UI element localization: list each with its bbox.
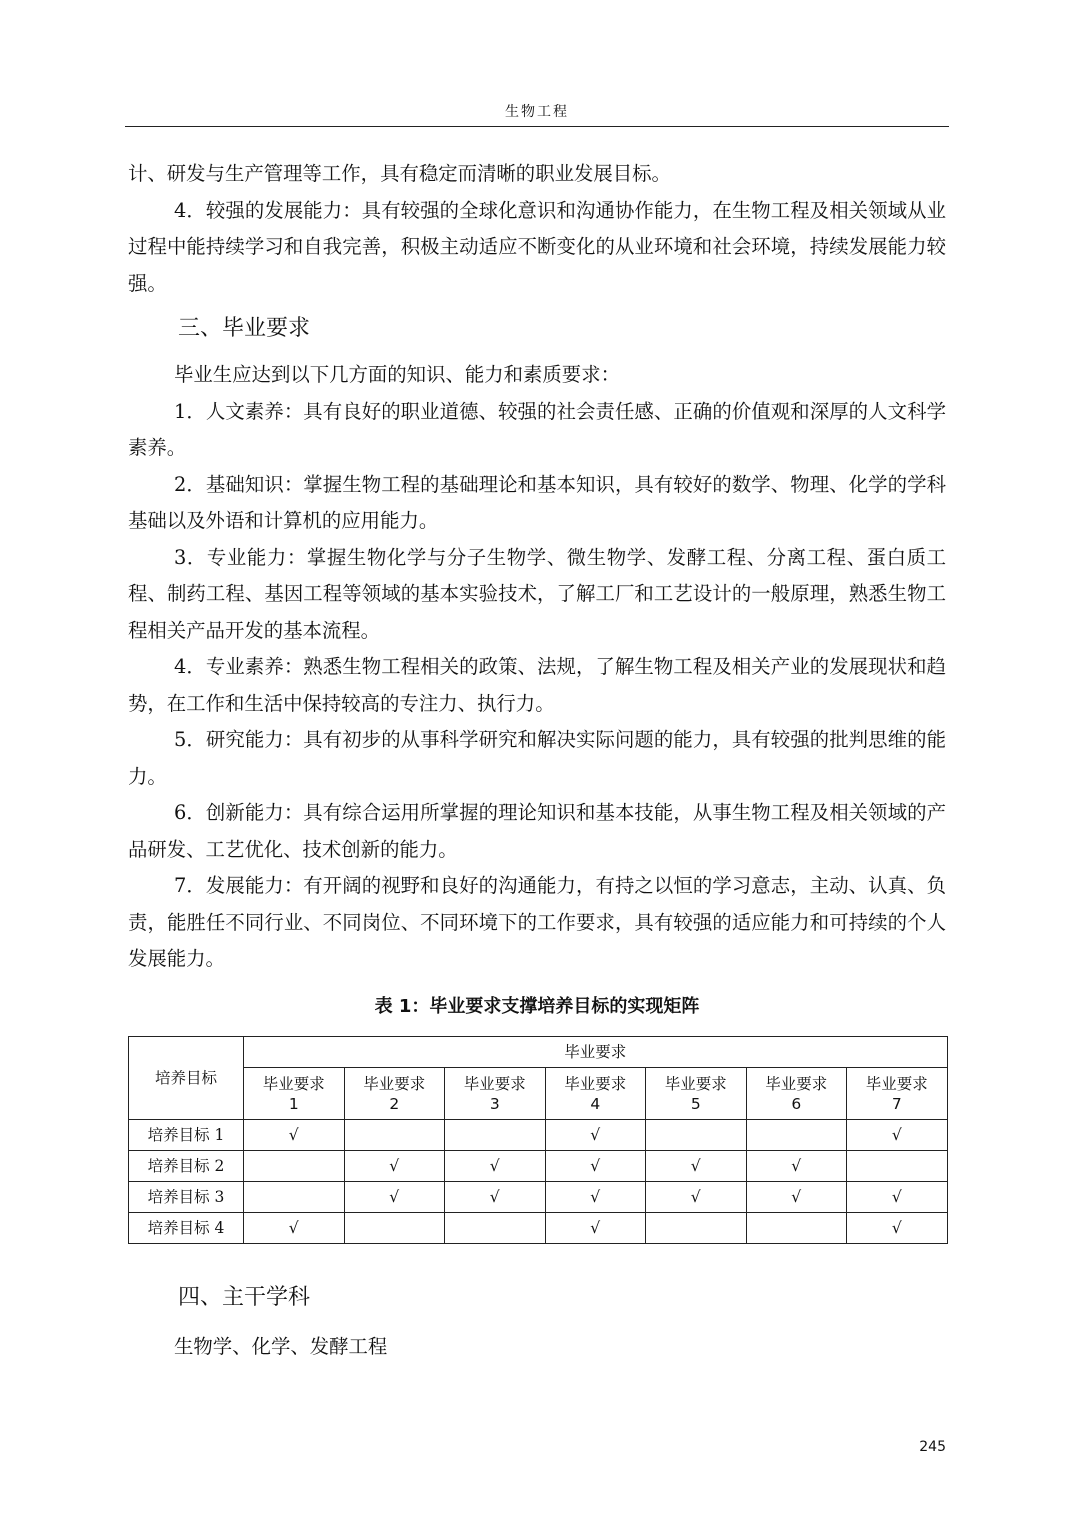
check-cell: √ xyxy=(344,1182,445,1213)
column-header-7: 毕业要求 7 xyxy=(847,1068,948,1120)
page-number: 245 xyxy=(919,1439,946,1455)
check-cell: √ xyxy=(445,1182,546,1213)
check-cell xyxy=(244,1151,345,1182)
check-cell: √ xyxy=(847,1120,948,1151)
section-3-lead: 毕业生应达到以下几方面的知识、能力和素质要求： xyxy=(174,363,620,386)
check-cell xyxy=(746,1213,847,1244)
graduation-requirements xyxy=(128,357,946,978)
intro-continuation: 计、研发与生产管理等工作，具有稳定而清晰的职业发展目标。 xyxy=(128,162,671,185)
check-cell: √ xyxy=(244,1213,345,1244)
check-cell xyxy=(344,1213,445,1244)
check-cell: √ xyxy=(847,1213,948,1244)
check-cell: √ xyxy=(545,1151,646,1182)
check-cell: √ xyxy=(244,1120,345,1151)
check-cell xyxy=(445,1213,546,1244)
check-cell: √ xyxy=(545,1120,646,1151)
table-header-row xyxy=(129,1037,948,1068)
check-cell: √ xyxy=(847,1182,948,1213)
table-row xyxy=(129,1182,948,1213)
requirement-6: 6．创新能力：具有综合运用所掌握的理论知识和基本技能，从事生物工程及相关领域的产品研发、工艺优化、技术创新的能力。 xyxy=(128,801,946,861)
section-3-heading: 三、毕业要求 xyxy=(178,316,311,341)
requirement-2: 2．基础知识：掌握生物工程的基础理论和基本知识，具有较好的数学、物理、化学的学科基础以及外语和计算机的应用能力。 xyxy=(128,472,946,532)
column-header-4: 毕业要求 4 xyxy=(545,1068,646,1120)
check-cell xyxy=(646,1120,747,1151)
check-cell xyxy=(445,1120,546,1151)
running-header: 生物工程 xyxy=(125,100,949,127)
row-label: 培养目标 3 xyxy=(129,1182,244,1213)
requirement-1: 1．人文素养：具有良好的职业道德、较强的社会责任感、正确的价值观和深厚的人文科学素养。 xyxy=(128,399,946,459)
table-row xyxy=(129,1120,948,1151)
check-cell: √ xyxy=(746,1151,847,1182)
check-cell: √ xyxy=(646,1182,747,1213)
requirement-4: 4．专业素养：熟悉生物工程相关的政策、法规，了解生物工程及相关产业的发展现状和趋势，在工作和生活中保持较高的专注力、执行力。 xyxy=(128,655,946,715)
table-subheader-row xyxy=(129,1068,948,1120)
check-cell: √ xyxy=(746,1182,847,1213)
check-cell xyxy=(847,1151,948,1182)
check-cell xyxy=(646,1213,747,1244)
section-4-body: 生物学、化学、发酵工程 xyxy=(174,1335,388,1358)
group-header-cell: 毕业要求 xyxy=(244,1037,948,1068)
requirement-7: 7．发展能力：有开阔的视野和良好的沟通能力，有持之以恒的学习意志，主动、认真、负责，能胜任不同行业、不同岗位、不同环境下的工作要求，具有较强的适应能力和可持续的个人发展能力。 xyxy=(128,874,946,970)
row-header-cell: 培养目标 xyxy=(129,1037,244,1120)
training-goal-4: 4．较强的发展能力：具有较强的全球化意识和沟通协作能力，在生物工程及相关领域从业过程中能持续学习和自我完善，积极主动适应不断变化的从业环境和社会环境，持续发展能力较强。 xyxy=(128,198,946,295)
table-row xyxy=(129,1213,948,1244)
row-label: 培养目标 4 xyxy=(129,1213,244,1244)
check-cell xyxy=(746,1120,847,1151)
row-label: 培养目标 1 xyxy=(129,1120,244,1151)
check-cell: √ xyxy=(646,1151,747,1182)
requirement-5: 5．研究能力：具有初步的从事科学研究和解决实际问题的能力，具有较强的批判思维的能力。 xyxy=(128,728,946,788)
check-cell: √ xyxy=(545,1213,646,1244)
check-cell xyxy=(244,1182,345,1213)
intro-block xyxy=(128,156,946,302)
support-matrix-table xyxy=(128,1036,948,1244)
column-header-3: 毕业要求 3 xyxy=(445,1068,546,1120)
section-4-heading: 四、主干学科 xyxy=(178,1285,311,1310)
column-header-2: 毕业要求 2 xyxy=(344,1068,445,1120)
column-header-6: 毕业要求 6 xyxy=(746,1068,847,1120)
row-label: 培养目标 2 xyxy=(129,1151,244,1182)
check-cell: √ xyxy=(445,1151,546,1182)
table-caption: 表 1：毕业要求支撑培养目标的实现矩阵 xyxy=(374,996,700,1017)
check-cell: √ xyxy=(545,1182,646,1213)
table-row xyxy=(129,1151,948,1182)
check-cell xyxy=(344,1120,445,1151)
check-cell: √ xyxy=(344,1151,445,1182)
column-header-5: 毕业要求 5 xyxy=(646,1068,747,1120)
column-header-1: 毕业要求 1 xyxy=(244,1068,345,1120)
requirement-3: 3．专业能力：掌握生物化学与分子生物学、微生物学、发酵工程、分离工程、蛋白质工程、制药工程、基因工程等领域的基本实验技术，了解工厂和工艺设计的一般原理，熟悉生物工程相关产品开发的基本流程。 xyxy=(128,545,946,642)
